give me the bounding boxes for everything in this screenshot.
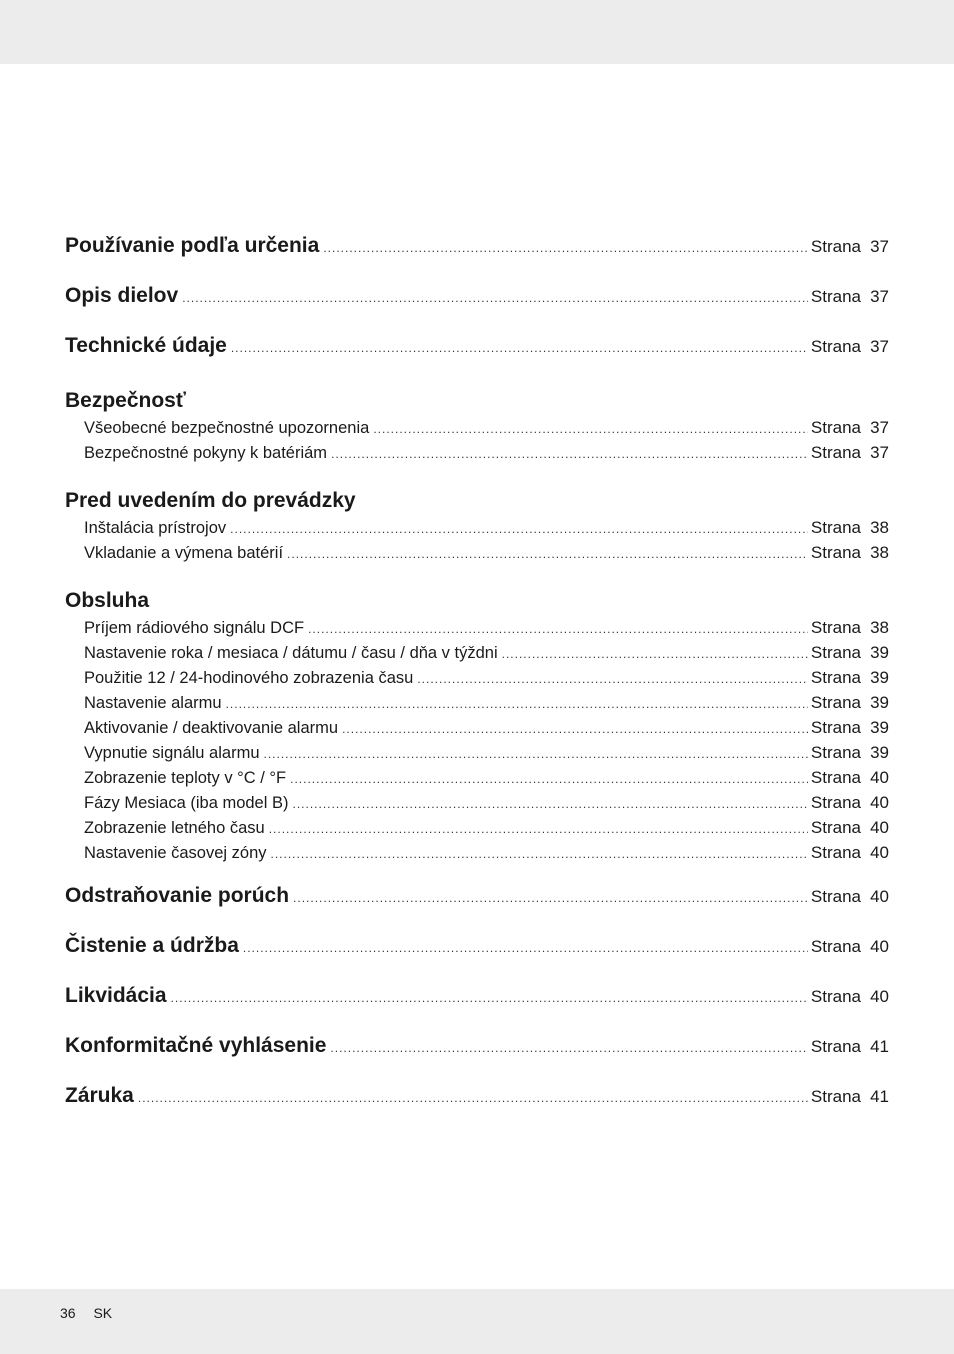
page-number: 40	[870, 818, 889, 837]
strana-label: Strana	[810, 818, 861, 837]
dot-leader	[226, 697, 808, 711]
dot-leader	[138, 1091, 808, 1105]
toc-subentry[interactable]	[65, 743, 889, 768]
dot-leader	[373, 422, 808, 436]
page-number: 40	[870, 987, 889, 1006]
page-number: 37	[870, 287, 889, 306]
strana-label: Strana	[810, 768, 861, 787]
strana-label: Strana	[810, 887, 861, 906]
toc-subentry[interactable]	[65, 668, 889, 693]
page-number: 40	[870, 768, 889, 787]
toc-subentry[interactable]	[65, 543, 889, 568]
dot-leader	[287, 547, 808, 561]
toc-entry[interactable]	[65, 884, 889, 934]
toc-entry[interactable]	[65, 984, 889, 1034]
page-number: 39	[870, 743, 889, 762]
dot-leader	[231, 341, 808, 355]
page-number: 39	[870, 643, 889, 662]
strana-label: Strana	[810, 793, 861, 812]
toc-entry[interactable]	[65, 934, 889, 984]
page-number: 37	[870, 443, 889, 462]
page-number: 37	[870, 337, 889, 356]
toc-subentry-label: Všeobecné bezpečnostné upozornenia	[84, 419, 370, 437]
dot-leader	[417, 672, 808, 686]
strana-label: Strana	[810, 937, 861, 956]
toc-subentry-label: Aktivovanie / deaktivovanie alarmu	[84, 719, 339, 737]
toc-entry[interactable]	[65, 334, 889, 384]
toc-subentry-label: Nastavenie časovej zóny	[84, 844, 267, 862]
dot-leader	[323, 241, 808, 255]
footer-language: SK	[93, 1305, 113, 1321]
page-number: 37	[870, 418, 889, 437]
strana-label: Strana	[810, 668, 861, 687]
page-number: 40	[870, 843, 889, 862]
dot-leader	[269, 822, 808, 836]
dot-leader	[502, 647, 808, 661]
page-number: 40	[870, 793, 889, 812]
strana-label: Strana	[810, 237, 861, 256]
toc-entry[interactable]	[65, 1034, 889, 1084]
page-number: 41	[870, 1037, 889, 1056]
strana-label: Strana	[810, 287, 861, 306]
toc-subentry[interactable]	[65, 818, 889, 843]
dot-leader	[290, 772, 808, 786]
strana-label: Strana	[810, 543, 861, 562]
toc-subentry[interactable]	[65, 768, 889, 793]
toc-entry-title: Odstraňovanie porúch	[65, 884, 290, 907]
strana-label: Strana	[810, 337, 861, 356]
toc-entry-title: Technické údaje	[65, 334, 227, 357]
toc-entry[interactable]	[65, 234, 889, 284]
dot-leader	[171, 991, 808, 1005]
dot-leader	[330, 1041, 807, 1055]
toc-subentry[interactable]	[65, 443, 889, 468]
page-number: 38	[870, 618, 889, 637]
dot-leader	[243, 941, 808, 955]
dot-leader	[230, 522, 808, 536]
strana-label: Strana	[810, 518, 861, 537]
strana-label: Strana	[810, 418, 861, 437]
page-number: 39	[870, 718, 889, 737]
table-of-contents	[65, 234, 889, 1134]
toc-subentry-label: Bezpečnostné pokyny k batériám	[84, 444, 328, 462]
dot-leader	[264, 747, 808, 761]
toc-subentry-label: Zobrazenie letného času	[84, 819, 265, 837]
toc-entry-title: Čistenie a údržba	[65, 934, 239, 957]
toc-section-pred-uvedenim	[65, 484, 889, 568]
toc-subentry[interactable]	[65, 793, 889, 818]
page-number: 39	[870, 668, 889, 687]
toc-entry-title: Záruka	[65, 1084, 134, 1107]
strana-label: Strana	[810, 987, 861, 1006]
strana-label: Strana	[810, 1087, 861, 1106]
dot-leader	[293, 891, 808, 905]
toc-subentry-label: Nastavenie alarmu	[84, 694, 222, 712]
toc-entry-title: Konformitačné vyhlásenie	[65, 1034, 327, 1057]
page-number: 38	[870, 543, 889, 562]
toc-subentry[interactable]	[65, 643, 889, 668]
page-number: 41	[870, 1087, 889, 1106]
footer-page-number: 36	[60, 1305, 76, 1321]
toc-subentry-label: Použitie 12 / 24-hodinového zobrazenia času	[84, 669, 414, 687]
toc-entry-title: Likvidácia	[65, 984, 167, 1007]
page-footer	[60, 1305, 126, 1321]
toc-entry-title: Opis dielov	[65, 284, 179, 307]
strana-label: Strana	[810, 743, 861, 762]
dot-leader	[308, 622, 808, 636]
page-number: 40	[870, 887, 889, 906]
page-number: 40	[870, 937, 889, 956]
toc-entry[interactable]	[65, 284, 889, 334]
toc-subentry[interactable]	[65, 418, 889, 443]
toc-subentry-label: Vkladanie a výmena batérií	[84, 544, 284, 562]
toc-entry-title: Používanie podľa určenia	[65, 234, 320, 257]
toc-subentry[interactable]	[65, 518, 889, 543]
strana-label: Strana	[810, 618, 861, 637]
dot-leader	[342, 722, 808, 736]
toc-subentry-label: Inštalácia prístrojov	[84, 519, 227, 537]
toc-subentry-label: Vypnutie signálu alarmu	[84, 744, 260, 762]
dot-leader	[182, 291, 808, 305]
toc-subentry[interactable]	[65, 618, 889, 643]
strana-label: Strana	[810, 843, 861, 862]
page-number: 37	[870, 237, 889, 256]
toc-subentry-label: Fázy Mesiaca (iba model B)	[84, 794, 289, 812]
strana-label: Strana	[810, 643, 861, 662]
page-number: 38	[870, 518, 889, 537]
strana-label: Strana	[810, 1037, 861, 1056]
toc-subentry[interactable]	[65, 693, 889, 718]
toc-section-title[interactable]: Obsluha	[65, 589, 150, 612]
footer-band	[0, 1289, 954, 1354]
toc-subentry-label: Príjem rádiového signálu DCF	[84, 619, 305, 637]
page-number: 39	[870, 693, 889, 712]
toc-section-title[interactable]: Bezpečnosť	[65, 389, 186, 412]
dot-leader	[293, 797, 808, 811]
toc-section-bezpecnost	[65, 384, 889, 468]
toc-section-obsluha	[65, 584, 889, 868]
toc-subentry[interactable]	[65, 843, 889, 868]
dot-leader	[331, 447, 808, 461]
header-band	[0, 0, 954, 64]
toc-subentry[interactable]	[65, 718, 889, 743]
toc-subentry-label: Zobrazenie teploty v °C / °F	[84, 769, 287, 787]
strana-label: Strana	[810, 693, 861, 712]
strana-label: Strana	[810, 443, 861, 462]
toc-entry[interactable]	[65, 1084, 889, 1134]
strana-label: Strana	[810, 718, 861, 737]
toc-subentry-label: Nastavenie roka / mesiaca / dátumu / času / dňa v týždni	[84, 644, 498, 662]
toc-section-title[interactable]: Pred uvedením do prevádzky	[65, 489, 356, 512]
dot-leader	[271, 847, 808, 861]
